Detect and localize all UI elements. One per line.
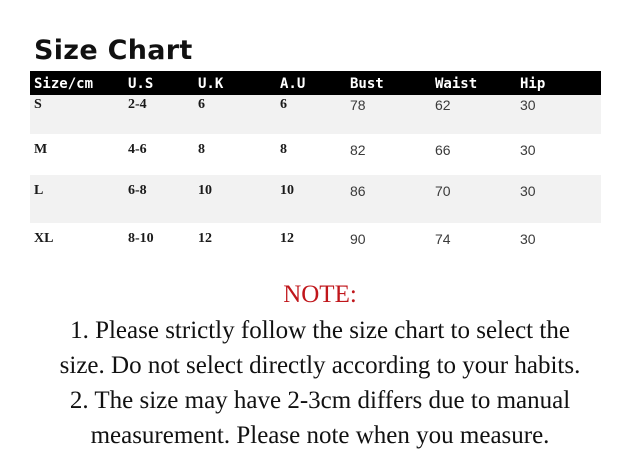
cell-au: 10	[280, 183, 294, 198]
row-stripe	[30, 134, 601, 175]
size-chart-table	[30, 71, 601, 255]
cell-bust: 86	[350, 183, 366, 199]
cell-hip: 30	[520, 231, 536, 247]
cell-waist: 74	[435, 231, 451, 247]
table-row	[30, 134, 601, 175]
header-size: Size/cm	[34, 76, 94, 92]
cell-bust: 90	[350, 231, 366, 247]
cell-uk: 10	[198, 183, 212, 198]
cell-us: 6-8	[128, 183, 147, 198]
header-uk: U.K	[198, 76, 224, 92]
cell-hip: 30	[520, 97, 536, 113]
cell-hip: 30	[520, 183, 536, 199]
note-line: 1. Please strictly follow the size chart to select the	[70, 317, 570, 344]
cell-us: 2-4	[128, 97, 147, 112]
cell-au: 8	[280, 142, 287, 157]
cell-hip: 30	[520, 142, 536, 158]
cell-size: S	[34, 97, 42, 112]
table-row	[30, 95, 601, 134]
note-title: NOTE:	[283, 281, 357, 308]
cell-us: 8-10	[128, 231, 154, 246]
cell-uk: 12	[198, 231, 212, 246]
header-au: A.U	[280, 76, 306, 92]
table-row	[30, 175, 601, 223]
header-us: U.S	[128, 76, 154, 92]
row-stripe	[30, 95, 601, 134]
cell-us: 4-6	[128, 142, 147, 157]
row-stripe	[30, 223, 601, 255]
note-line: size. Do not select directly according to your habits.	[59, 352, 581, 379]
note-line: 2. The size may have 2-3cm differs due to manual	[69, 387, 571, 414]
row-stripe	[30, 175, 601, 223]
note-line: measurement. Please note when you measure.	[90, 422, 550, 449]
header-waist: Waist	[435, 76, 478, 92]
cell-uk: 8	[198, 142, 205, 157]
header-hip: Hip	[520, 76, 546, 92]
page-title: Size Chart	[34, 35, 193, 66]
cell-waist: 70	[435, 183, 451, 199]
header-bust: Bust	[350, 76, 384, 92]
cell-waist: 66	[435, 142, 451, 158]
cell-au: 6	[280, 97, 287, 112]
cell-waist: 62	[435, 97, 451, 113]
cell-uk: 6	[198, 97, 205, 112]
cell-au: 12	[280, 231, 294, 246]
cell-size: XL	[34, 231, 54, 246]
cell-bust: 82	[350, 142, 366, 158]
table-row	[30, 223, 601, 255]
cell-size: M	[34, 142, 48, 157]
table-header	[30, 71, 601, 95]
cell-size: L	[34, 183, 44, 198]
cell-bust: 78	[350, 97, 366, 113]
